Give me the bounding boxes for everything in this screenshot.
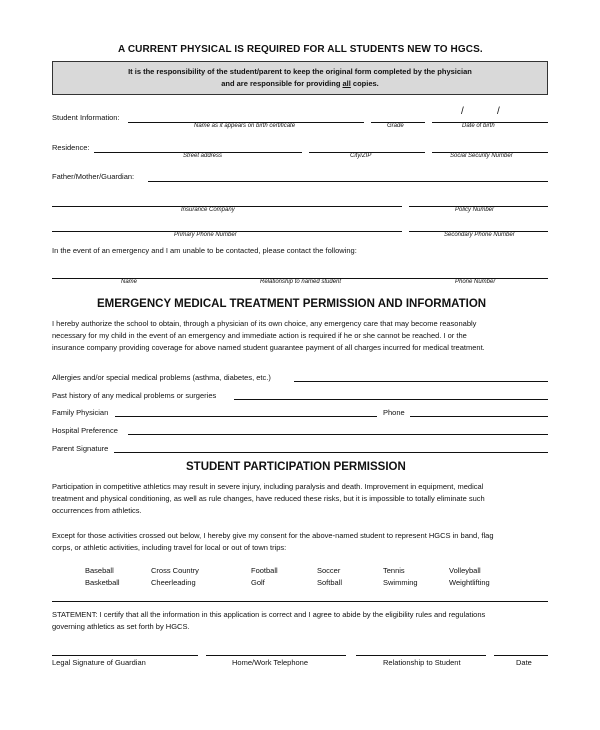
activity-softball[interactable]: Softball <box>317 578 343 587</box>
activity-swimming[interactable]: Swimming <box>383 578 418 587</box>
notice-line-1: It is the responsibility of the student/parent to keep the original form completed by the physician <box>128 67 472 76</box>
dob-separator-1: / <box>461 106 464 117</box>
activity-football[interactable]: Football <box>251 566 278 575</box>
page-title: A CURRENT PHYSICAL IS REQUIRED FOR ALL STUDENTS NEW TO HGCS. <box>118 44 483 55</box>
physician-phone-field[interactable] <box>410 416 548 417</box>
activity-weightlifting[interactable]: Weightlifting <box>449 578 490 587</box>
emergency-contact-intro: In the event of an emergency and I am unable to be contacted, please contact the following: <box>52 246 357 255</box>
home-work-telephone-field[interactable] <box>206 655 346 656</box>
grade-caption: Grade <box>387 123 404 129</box>
activity-baseball[interactable]: Baseball <box>85 566 114 575</box>
primary-phone-caption: Primary Phone Number <box>174 232 237 238</box>
guardian-name-field[interactable] <box>148 181 548 182</box>
signature-date-field[interactable] <box>494 655 548 656</box>
parent-signature-label: Parent Signature <box>52 444 109 453</box>
name-caption: Name as it appears on birth certificate <box>194 123 296 129</box>
activity-golf[interactable]: Golf <box>251 578 265 587</box>
certification-statement: STATEMENT: I certify that all the information in this application is correct and I agree to abide by the eligibility rules and regulations governing athletics as set forth by HGCS. <box>52 610 486 632</box>
notice-line-2: and are responsible for providing all copies. <box>221 79 379 88</box>
date-caption: Date <box>516 658 532 667</box>
student-info-label: Student Information: <box>52 113 120 122</box>
medical-authorization-paragraph: I hereby authorize the school to obtain, through a physician of its own choice, any emergency care that may become reasonably necessary for my child in the event of an emergency and immediate action is required if he or she cannot be reached. I or the insurance company providing coverage for above named student guarantee payment of all charges incurred for medical treatment. <box>52 319 485 353</box>
activity-soccer[interactable]: Soccer <box>317 566 341 575</box>
activity-cross-country[interactable]: Cross Country <box>151 566 199 575</box>
policy-caption: Policy Number <box>455 207 495 213</box>
city-caption: City/ZIP <box>350 153 372 159</box>
relationship-caption: Relationship to Student <box>383 658 461 667</box>
insurance-caption: Insurance Company <box>181 207 235 213</box>
responsibility-notice <box>52 61 548 95</box>
section-divider <box>52 601 548 602</box>
allergies-label: Allergies and/or special medical problems (asthma, diabetes, etc.) <box>52 373 271 382</box>
guardian-label: Father/Mother/Guardian: <box>52 172 135 181</box>
activity-tennis[interactable]: Tennis <box>383 566 405 575</box>
telephone-caption: Home/Work Telephone <box>232 658 309 667</box>
dob-separator-2: / <box>497 106 500 117</box>
contact-phone-caption: Phone Number <box>455 279 496 285</box>
contact-name-caption: Name <box>121 279 138 285</box>
medical-history-field[interactable] <box>234 399 548 400</box>
family-physician-field[interactable] <box>115 416 377 417</box>
hospital-preference-field[interactable] <box>128 434 548 435</box>
guardian-signature-caption: Legal Signature of Guardian <box>52 658 146 667</box>
activity-cheerleading[interactable]: Cheerleading <box>151 578 196 587</box>
participation-section-heading: STUDENT PARTICIPATION PERMISSION <box>186 461 406 473</box>
participation-consent-paragraph: Except for those activities crossed out below, I hereby give my consent for the above-named student to represent HGCS in band, flag corps, or athletic activities, including travel for local or out of town trips: <box>52 531 494 553</box>
all-emphasis: all <box>342 79 351 88</box>
guardian-signature-field[interactable] <box>52 655 198 656</box>
ssn-caption: Social Security Number <box>450 153 513 159</box>
secondary-phone-caption: Secondary Phone Number <box>444 232 515 238</box>
participation-risk-paragraph: Participation in competitive athletics may result in severe injury, including paralysis and death. Improvement in equipment, medical treatment and physical conditioning, as well as rule changes, have reduced these risks, but it is impossible to totally eliminate such occurrences from athletics. <box>52 482 485 516</box>
street-caption: Street address <box>183 153 223 159</box>
allergies-field[interactable] <box>294 381 548 382</box>
contact-relationship-caption: Relationship to named student <box>260 279 342 285</box>
family-physician-label: Family Physician <box>52 408 109 417</box>
parent-signature-field[interactable] <box>114 452 548 453</box>
physician-phone-label: Phone <box>383 408 405 417</box>
activity-basketball[interactable]: Basketball <box>85 578 120 587</box>
medical-history-label: Past history of any medical problems or surgeries <box>52 391 217 400</box>
relationship-to-student-field[interactable] <box>356 655 486 656</box>
activity-volleyball[interactable]: Volleyball <box>449 566 481 575</box>
residence-label: Residence: <box>52 143 90 152</box>
medical-section-heading: EMERGENCY MEDICAL TREATMENT PERMISSION AND INFORMATION <box>97 298 487 310</box>
hospital-preference-label: Hospital Preference <box>52 426 118 435</box>
dob-caption: Date of birth <box>462 123 495 129</box>
